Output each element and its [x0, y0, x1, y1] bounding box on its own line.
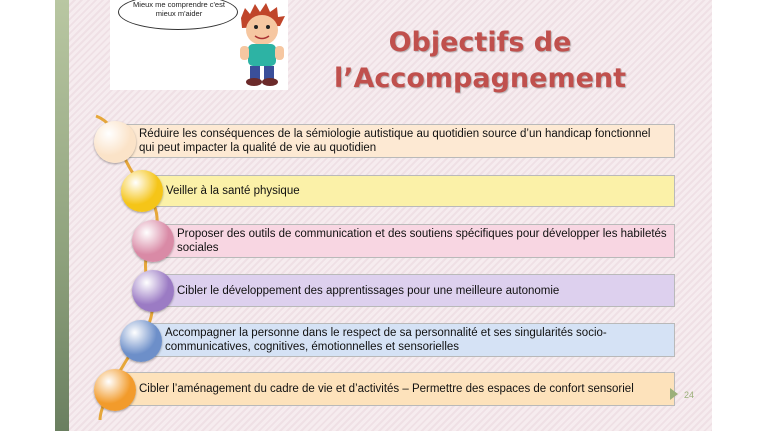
objective-row [138, 175, 675, 207]
bullet-circle-icon [121, 170, 163, 212]
objective-text: Réduire les conséquences de la sémiologie autistique au quotidien source d’un handicap fonctionnel qui peut impacter la qualité de vie au quotidien [139, 128, 651, 154]
title-line-1: Objectifs de [388, 27, 572, 58]
title-line-2: l’Accompagnement [333, 63, 627, 94]
objective-row [149, 224, 675, 258]
objective-text: Cibler le développement des apprentissages pour une meilleure autonomie [177, 284, 560, 297]
bullet-circle-icon [132, 220, 174, 262]
objective-text: Veiller à la santé physique [166, 185, 300, 197]
objective-row [137, 323, 675, 357]
bullet-circle-icon [94, 369, 136, 411]
objective-text: Proposer des outils de communication et des soutiens spécifiques pour développer les habiletés sociales [177, 228, 667, 254]
bullet-circle-icon [120, 320, 162, 362]
objective-text: Cibler l’aménagement du cadre de vie et d’activités – Permettre des espaces de confort sensoriel [139, 383, 634, 395]
bullet-circle-icon [94, 121, 136, 163]
objective-row [149, 274, 675, 307]
bullet-circle-icon [132, 270, 174, 312]
objective-row [110, 372, 675, 406]
speech-bubble-text: Mieux me comprendre c'est mieux m'aider [133, 0, 225, 18]
objective-text: Accompagner la personne dans le respect de sa personnalité et ses singularités socio-communicatives, cognitives, émotionnelles et sensorielles [165, 327, 607, 353]
page-number: 24 [684, 390, 695, 400]
objective-row [110, 124, 675, 158]
next-arrow-icon [670, 388, 678, 400]
